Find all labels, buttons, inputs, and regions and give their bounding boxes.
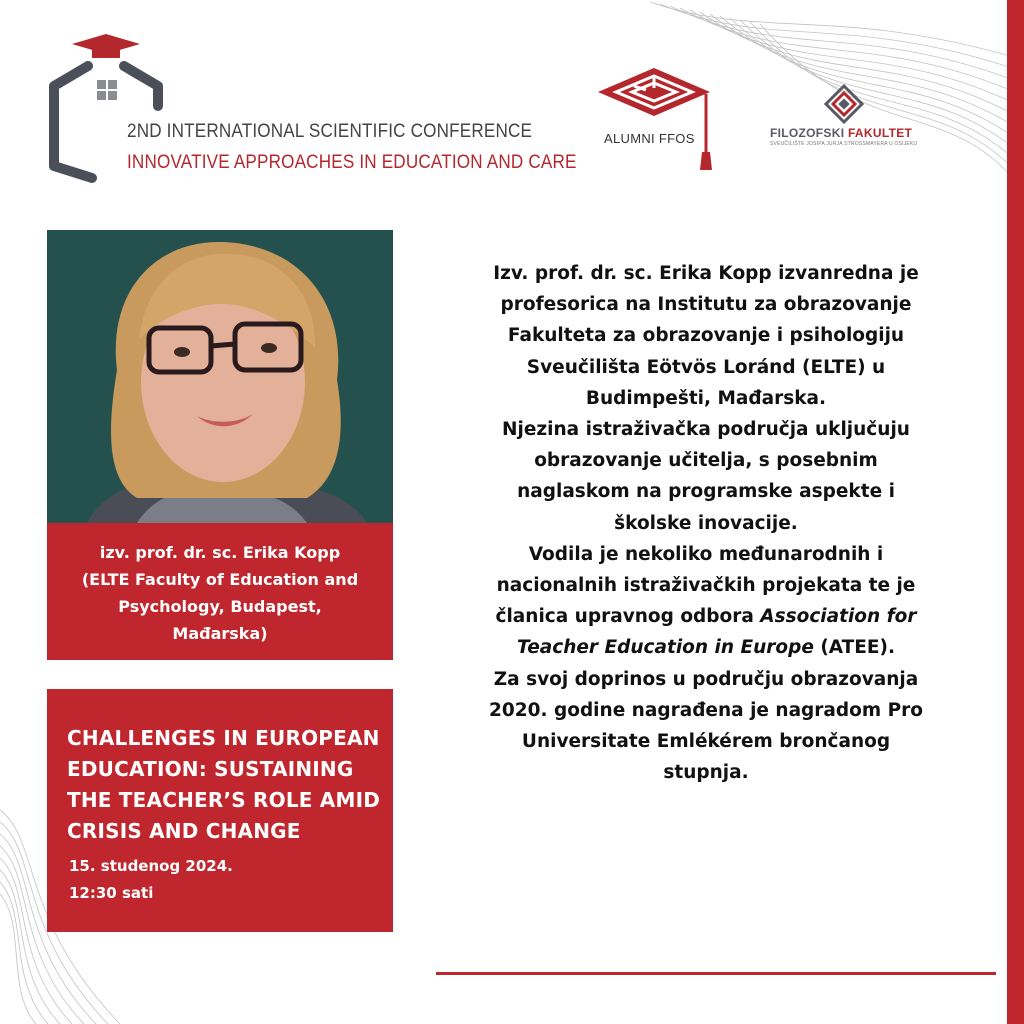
bottom-divider [436, 972, 996, 975]
association-name: Association for [760, 606, 917, 628]
faculty-name: FILOZOFSKI FAKULTET [770, 126, 913, 140]
bio-line: 2020. godine nagrađena je nagradom Pro [489, 699, 923, 721]
association-name: Teacher Education in Europe [516, 637, 814, 659]
bio-line: obrazovanje učitelja, s posebnim [534, 450, 878, 472]
talk-title-line: THE TEACHER’S ROLE AMID [67, 788, 381, 812]
bio-line: članica upravnog odbora Association for [495, 606, 917, 628]
speaker-biography [448, 258, 964, 788]
right-accent-bar [1007, 0, 1024, 1024]
talk-info-box [47, 689, 393, 932]
bio-line: Fakulteta za obrazovanje i psihologiju [507, 325, 905, 347]
bio-line: profesorica na Institutu za obrazovanje [500, 294, 912, 316]
talk-time: 12:30 sati [69, 884, 154, 902]
faculty-subtitle: SVEUČILIŠTE JOSIPA JURJA STROSSMAYERA U OSIJEKU [770, 141, 918, 147]
talk-title-line: EDUCATION: SUSTAINING [67, 757, 354, 781]
faculty-emblem-icon [824, 84, 864, 124]
talk-date: 15. studenog 2024. [69, 857, 233, 875]
bio-line: Teacher Education in Europe (ATEE). [516, 637, 896, 659]
alumni-ffos-label: ALUMNI FFOS [604, 131, 695, 146]
bio-line: Sveučilišta Eötvös Loránd (ELTE) u [526, 356, 886, 378]
speaker-affiliation-line: Mađarska) [172, 624, 268, 643]
bio-line: školske inovacije. [614, 512, 798, 534]
talk-title-line: CHALLENGES IN EUROPEAN [67, 726, 380, 750]
bio-line: Vodila je nekoliko međunarodnih i [528, 543, 884, 565]
maze-cap-icon [594, 66, 718, 174]
decorative-waves-top-right [640, 0, 1024, 250]
bio-line: Budimpešti, Mađarska. [585, 387, 827, 409]
talk-title-line: CRISIS AND CHANGE [67, 819, 301, 843]
bio-line: Za svoj doprinos u području obrazovanja [493, 668, 919, 690]
conference-title-line2: INNOVATIVE APPROACHES IN EDUCATION AND CARE [127, 152, 577, 173]
bio-line: Njezina istraživačka područja uključuju [502, 419, 910, 441]
conference-title-line1: 2ND INTERNATIONAL SCIENTIFIC CONFERENCE [127, 121, 533, 142]
bio-line: nacionalnih istraživačkih projekata te je [496, 575, 916, 597]
speaker-photo [47, 230, 393, 523]
speaker-affiliation-line: (ELTE Faculty of Education and [81, 570, 359, 589]
graduation-cap-icon [72, 34, 140, 58]
bio-line: Izv. prof. dr. sc. Erika Kopp izvanredna je [493, 263, 919, 284]
bio-line: Universitate Emlékérem brončanog [521, 731, 891, 753]
bio-line: naglaskom na programske aspekte i [517, 481, 895, 503]
speaker-affiliation-line: Psychology, Budapest, [118, 597, 322, 616]
bio-line: stupnja. [663, 762, 749, 784]
speaker-name: izv. prof. dr. sc. Erika Kopp [99, 543, 341, 562]
speaker-name-box [47, 523, 393, 660]
talk-title [67, 723, 392, 847]
